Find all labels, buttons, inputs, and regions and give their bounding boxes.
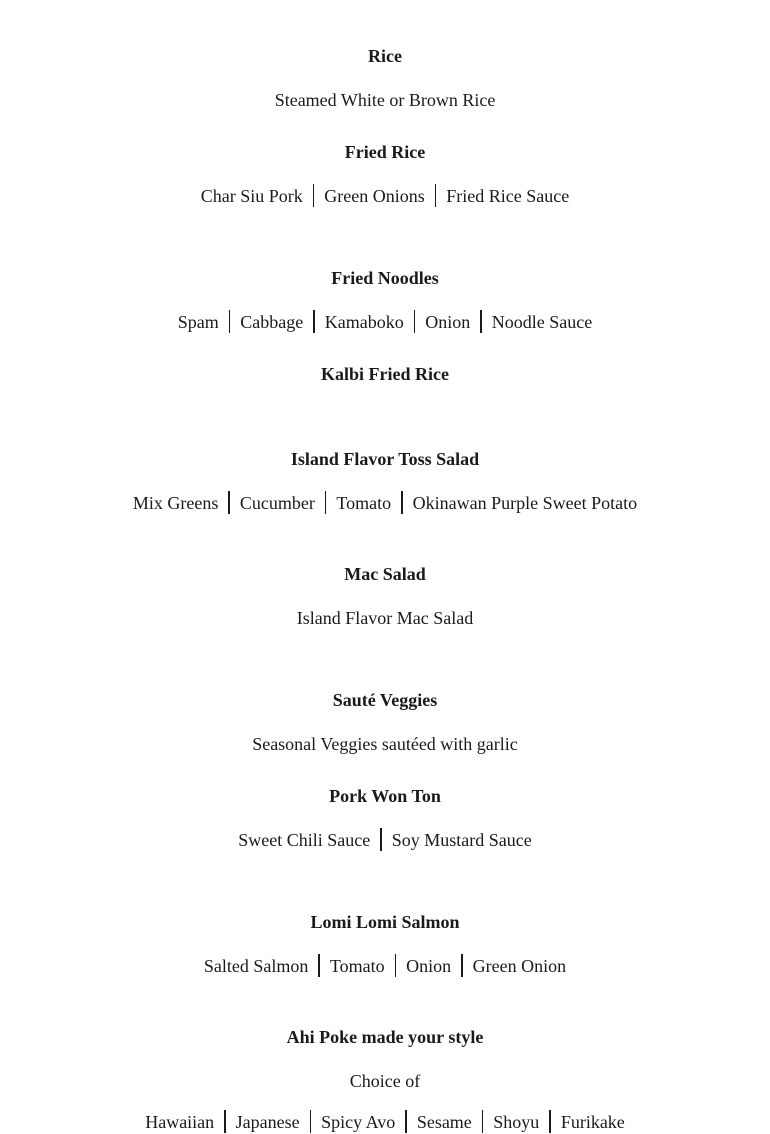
separator: [318, 954, 320, 977]
saute-veggies-description: Seasonal Veggies sautéed with garlic: [252, 734, 518, 754]
separator: [414, 310, 416, 333]
ingredient: Japanese: [235, 1112, 300, 1132]
kalbi-fried-rice-title: Kalbi Fried Rice: [321, 364, 449, 384]
ingredient: Onion: [425, 312, 471, 332]
lomi-salmon-title: Lomi Lomi Salmon: [310, 912, 460, 932]
ingredient: Onion: [406, 956, 452, 976]
separator: [405, 1110, 407, 1133]
ingredient: Cabbage: [240, 312, 304, 332]
toss-salad-ingredients: [0, 491, 770, 515]
ingredient: Salted Salmon: [203, 956, 309, 976]
separator: [435, 184, 437, 207]
ingredient: Sweet Chili Sauce: [238, 830, 371, 850]
ingredient: Shoyu: [493, 1112, 540, 1132]
lomi-salmon-ingredients: [0, 954, 770, 978]
separator: [380, 828, 382, 851]
ingredient: Kamaboko: [324, 312, 404, 332]
ingredient: Spicy Avo: [321, 1112, 396, 1132]
saute-veggies-title: Sauté Veggies: [332, 690, 438, 710]
mac-salad-title: Mac Salad: [344, 564, 426, 584]
separator: [325, 491, 327, 514]
separator: [310, 1110, 312, 1133]
ingredient: Noodle Sauce: [491, 312, 593, 332]
separator: [401, 491, 403, 514]
rice-title: Rice: [368, 46, 402, 66]
ingredient: Okinawan Purple Sweet Potato: [412, 493, 638, 513]
ahi-poke-styles: [0, 1110, 770, 1134]
pork-won-ton-title: Pork Won Ton: [329, 786, 441, 806]
fried-noodles-title: Fried Noodles: [331, 268, 439, 288]
ingredient: Tomato: [336, 493, 392, 513]
fried-rice-ingredients: [0, 184, 770, 208]
rice-description: Steamed White or Brown Rice: [274, 90, 496, 110]
mac-salad-description: Island Flavor Mac Salad: [296, 608, 474, 628]
ingredient: Fried Rice Sauce: [446, 186, 570, 206]
pork-won-ton-sauces: [0, 828, 770, 852]
ahi-poke-title: Ahi Poke made your style: [286, 1027, 484, 1047]
toss-salad-title: Island Flavor Toss Salad: [290, 449, 480, 469]
fried-rice-title: Fried Rice: [344, 142, 426, 162]
separator: [229, 310, 231, 333]
ingredient: Green Onion: [472, 956, 567, 976]
separator: [549, 1110, 551, 1133]
ingredient: Green Onions: [324, 186, 425, 206]
separator: [224, 1110, 226, 1133]
separator: [395, 954, 397, 977]
ingredient: Spam: [177, 312, 219, 332]
ingredient: Char Siu Pork: [200, 186, 303, 206]
separator: [461, 954, 463, 977]
separator: [480, 310, 482, 333]
ingredient: Hawaiian: [145, 1112, 215, 1132]
ingredient: Sesame: [416, 1112, 472, 1132]
separator: [482, 1110, 484, 1133]
separator: [313, 184, 315, 207]
ingredient: Cucumber: [239, 493, 315, 513]
fried-noodles-ingredients: [0, 310, 770, 334]
ingredient: Furikake: [560, 1112, 625, 1132]
ingredient: Soy Mustard Sauce: [391, 830, 532, 850]
ahi-poke-description: Choice of: [349, 1071, 421, 1091]
ingredient: Mix Greens: [132, 493, 219, 513]
ingredient: Tomato: [329, 956, 385, 976]
separator: [313, 310, 315, 333]
separator: [228, 491, 230, 514]
